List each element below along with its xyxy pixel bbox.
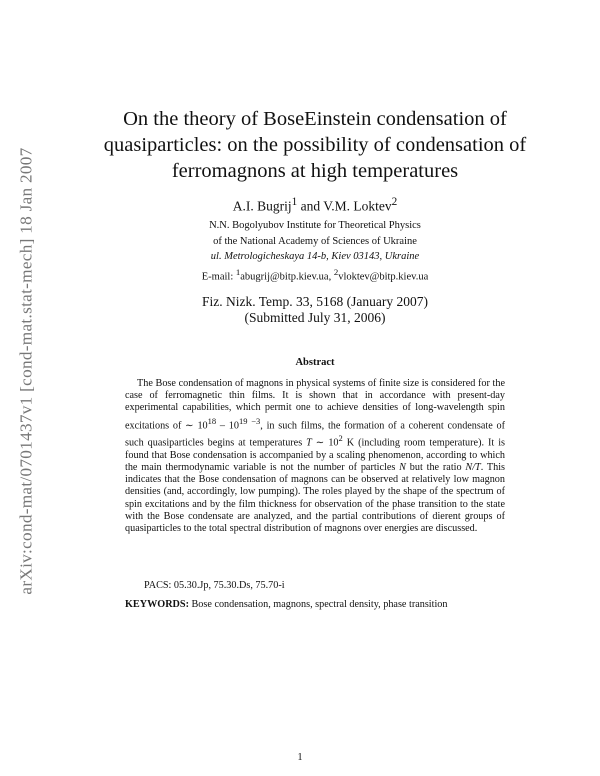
email-separator: , xyxy=(328,271,334,282)
author-name: V.M. Loktev xyxy=(323,198,392,214)
title-line: On the theory of BoseEinstein condensation of xyxy=(123,108,507,130)
title-line: quasiparticles: on the possibility of condensation of xyxy=(103,134,527,156)
paper-title xyxy=(60,106,570,184)
abstract-fragment: – 10 xyxy=(216,420,239,431)
title-line: ferromagnons at high temperatures xyxy=(171,160,459,182)
abstract-fragment: K (including room temperature). It is found that Bose condensation is accompanied by a scaling phenomenon, according to which the main thermodynamic variable is not the number of particles xyxy=(125,437,505,473)
exponent: −3 xyxy=(251,415,261,426)
email-line xyxy=(60,265,570,285)
abstract-fragment: , in such films, the formation of a coherent condensate of such quasiparticles begins at temperatures xyxy=(125,420,505,449)
abstract-fragment: but the ratio xyxy=(405,462,466,473)
math-symbol: N/T xyxy=(465,462,481,473)
exponent: 18 xyxy=(207,415,217,426)
exponent: 19 xyxy=(238,415,248,426)
abstract-fragment: . This indicates that the Bose condensation of magnons can be observed at relatively low magnon densities (and, accordingly, low pumping). The roles played by the shape of the spectrum of spin excitations and by the film thickness for observation of the phase transition to the state with the Bose condensate are analyzed, and the partial contributions of dierent groups of quasiparticles to the total spectral distribution of magnons over energies are discussed. xyxy=(125,462,506,535)
arxiv-identifier: arXiv:cond-mat/0701437v1 [cond-mat.stat-mech] 18 Jan 2007 xyxy=(17,147,36,595)
submission-date: (Submitted July 31, 2006) xyxy=(244,310,386,325)
keywords-line xyxy=(125,599,525,610)
affiliation-mark: 2 xyxy=(391,196,398,208)
abstract-heading: Abstract xyxy=(295,357,335,368)
keywords-text: Bose condensation, magnons, spectral density, phase transition xyxy=(188,599,448,610)
author-list xyxy=(60,196,570,215)
institute-line: of the National Academy of Sciences of Ukraine xyxy=(213,235,417,247)
email-address-link[interactable]: abugrij@bitp.kiev.ua xyxy=(240,271,329,282)
author-name: A.I. Bugrij xyxy=(232,198,292,214)
math-symbol: T xyxy=(306,437,312,449)
affiliation-block xyxy=(60,218,570,285)
page-number: 1 xyxy=(297,752,303,763)
author-conjunction: and xyxy=(297,198,324,214)
email-address-link[interactable]: vloktev@bitp.kiev.ua xyxy=(338,271,429,282)
math-symbol: N xyxy=(399,462,406,473)
email-label: E-mail: xyxy=(201,271,236,282)
pacs-codes: PACS: 05.30.Jp, 75.30.Ds, 75.70-i xyxy=(144,580,285,591)
journal-citation: Fiz. Nizk. Temp. 33, 5168 (January 2007) xyxy=(201,294,429,309)
abstract-fragment: ∼ 10 xyxy=(311,437,339,449)
abstract-text xyxy=(125,378,505,535)
postal-address: ul. Metrologicheskaya 14-b, Kiev 03143, Ukraine xyxy=(210,251,420,262)
exponent: 2 xyxy=(338,433,343,444)
arxiv-sidebar-stamp xyxy=(10,115,44,627)
email-mark: 2 xyxy=(333,266,339,277)
affiliation-mark: 1 xyxy=(291,196,298,208)
keywords-label: KEYWORDS: xyxy=(125,599,189,610)
abstract-fragment: The Bose condensation of magnons in physical systems of finite size is considered for the case of ferromagnetic thin films. It is shown that in accordance with present-day experimental capabilities, which permit one to achieve densities of long-wavelength spin excitations of ∼ 10 xyxy=(125,378,505,431)
institute-line: N.N. Bogolyubov Institute for Theoretical Physics xyxy=(209,220,421,231)
email-mark: 1 xyxy=(235,266,241,277)
journal-reference xyxy=(60,294,570,326)
